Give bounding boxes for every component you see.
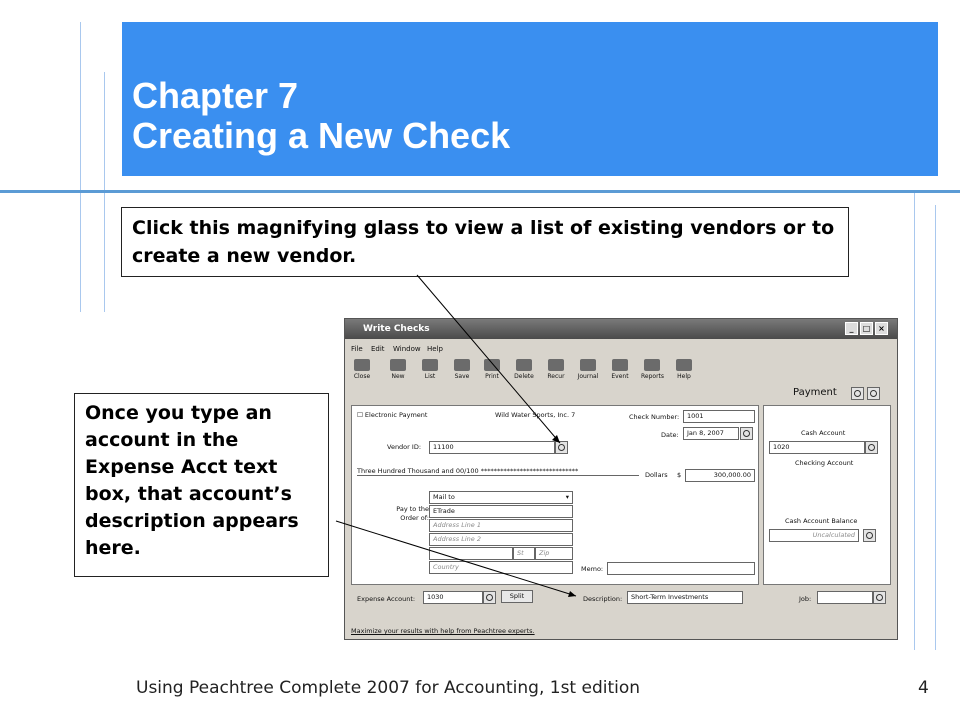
menu-file[interactable]: File [351,345,363,353]
arrow-head-description [568,591,576,597]
date-field[interactable]: Jan 8, 2007 [683,427,739,440]
toolbar-list[interactable]: List [419,359,441,380]
toolbar-delete[interactable]: Delete [513,359,535,380]
callout-description: Once you type an account in the Expense Acct text box, that account’s description appears here. [74,393,329,577]
close-icon[interactable]: × [875,322,888,335]
dollar-sign: $ [677,471,682,479]
page-number: 4 [918,678,929,698]
vendor-id-label: Vendor ID: [387,443,422,451]
pay-to-label: Pay to the Order of: [396,505,429,522]
company-name: Wild Water Sports, Inc. 7 [495,411,576,419]
mode-label: Payment [793,387,837,398]
arrow-head-vendor [552,435,560,443]
check-number-label: Check Number: [629,413,680,421]
maximize-icon[interactable]: □ [860,322,873,335]
toolbar-help[interactable]: Help [673,359,695,380]
menu-window[interactable]: Window [393,345,421,353]
footer-text: Using Peachtree Complete 2007 for Accounting, 1st edition [136,678,641,698]
cash-account-label: Cash Account [801,429,846,437]
toolbar-event[interactable]: Event [609,359,631,380]
job-label: Job: [799,595,812,603]
split-button[interactable]: Split [501,590,533,603]
toolbar-new[interactable]: New [387,359,409,380]
memo-label: Memo: [581,565,604,573]
zip-field[interactable]: Zip [535,547,573,560]
cash-account-name: Checking Account [795,459,854,467]
dollars-label: Dollars [645,471,668,479]
menu-edit[interactable]: Edit [371,345,385,353]
amount-field[interactable]: 300,000.00 [685,469,755,482]
address-line-2-field[interactable]: Address Line 2 [429,533,573,546]
amount-in-words: Three Hundred Thousand and 00/100 ****************************** [357,467,639,476]
vendor-id-field[interactable]: 11100 [429,441,555,454]
toolbar-save[interactable]: Save [451,359,473,380]
toolbar-close[interactable]: Close [351,359,373,380]
toolbar-recur[interactable]: Recur [545,359,567,380]
expense-account-label: Expense Account: [357,595,416,603]
address-line-1-field[interactable]: Address Line 1 [429,519,573,532]
title-line-1: Chapter 7 [132,75,299,116]
description-field[interactable]: Short-Term Investments [627,591,743,604]
minimize-icon[interactable]: _ [845,322,858,335]
expense-account-field[interactable]: 1030 [423,591,483,604]
check-number-field[interactable]: 1001 [683,410,755,423]
menu-help[interactable]: Help [427,345,443,353]
arrow-to-description [336,521,576,596]
cash-account-field[interactable]: 1020 [769,441,865,454]
toolbar-reports[interactable]: Reports [641,359,663,380]
callout-magnifying-glass: Click this magnifying glass to view a list of existing vendors or to create a new vendor. [121,207,849,277]
description-label: Description: [583,595,623,603]
title-line-2: Creating a New Check [132,115,511,156]
payee-field[interactable]: ETrade [429,505,573,518]
cash-balance-field: Uncalculated [769,529,859,542]
toolbar-print[interactable]: Print [481,359,503,380]
window-title: Write Checks [363,324,430,334]
chevron-down-icon: ▾ [565,493,569,501]
arrow-to-vendor-lookup [417,275,560,443]
toolbar-journal[interactable]: Journal [577,359,599,380]
electronic-payment-checkbox[interactable]: ☐ Electronic Payment [357,411,428,419]
date-label: Date: [661,431,679,439]
mail-to-select[interactable]: Mail to ▾ [429,491,573,504]
country-field[interactable]: Country [429,561,573,574]
state-field[interactable]: St [513,547,535,560]
status-link[interactable]: Maximize your results with help from Peachtree experts. [351,627,535,635]
cash-balance-label: Cash Account Balance [785,517,858,525]
